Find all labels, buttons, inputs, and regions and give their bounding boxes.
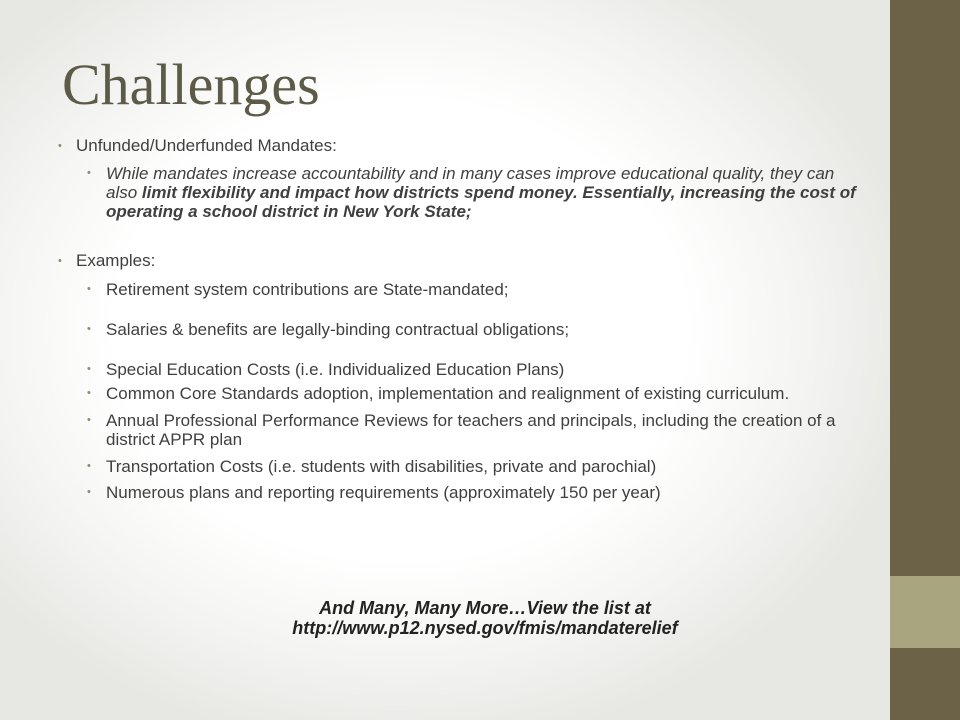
example-item-text: Common Core Standards adoption, implementation and realignment of existing curriculum. <box>106 384 790 403</box>
example-item <box>58 360 858 379</box>
example-item <box>58 483 858 502</box>
example-item-text: Salaries & benefits are legally-binding contractual obligations; <box>106 320 570 339</box>
description-normal-text: While mandates increase accountability and in many cases improve educational quality, they can also <box>106 164 835 202</box>
bullet-marker: • <box>87 323 91 335</box>
example-item <box>58 320 858 339</box>
bullet-marker: • <box>87 486 91 498</box>
slide-title: Challenges <box>62 52 320 117</box>
example-item-text: Annual Professional Performance Reviews for teachers and principals, including the creation of a district APPR plan <box>106 411 836 449</box>
bullet-heading: Examples: <box>76 251 156 270</box>
footer-note <box>160 598 810 638</box>
bullet-unfunded-mandates <box>58 136 858 156</box>
bullet-marker: • <box>87 283 91 295</box>
example-item-text: Transportation Costs (i.e. students with disabilities, private and parochial) <box>106 457 657 476</box>
footer-link[interactable]: http://www.p12.nysed.gov/fmis/mandaterelief <box>292 618 678 638</box>
bullet-heading: Unfunded/Underfunded Mandates: <box>76 136 337 155</box>
example-item-text: Numerous plans and reporting requirements (approximately 150 per year) <box>106 483 661 502</box>
slide-content <box>58 136 858 502</box>
bullet-examples <box>58 251 858 271</box>
example-item <box>58 280 858 299</box>
example-item <box>58 411 858 449</box>
bullet-marker: • <box>87 167 91 179</box>
bullet-marker: • <box>87 460 91 472</box>
example-item-text: Retirement system contributions are State-mandated; <box>106 280 509 299</box>
sidebar-decoration <box>890 0 960 720</box>
bullet-marker: • <box>58 255 62 267</box>
sidebar-block-middle <box>890 576 960 648</box>
bullet-marker: • <box>58 140 62 152</box>
bullet-mandates-description <box>58 164 858 221</box>
description-bold-text: limit flexibility and impact how districts spend money. Essentially, increasing the cost of operating a school district in New York State; <box>106 183 856 221</box>
sidebar-block-bottom <box>890 648 960 720</box>
example-item <box>58 384 858 403</box>
footer-line: And Many, Many More…View the list at <box>319 598 651 618</box>
example-item-text: Special Education Costs (i.e. Individualized Education Plans) <box>106 360 565 379</box>
bullet-marker: • <box>87 363 91 375</box>
example-item <box>58 457 858 476</box>
bullet-marker: • <box>87 387 91 399</box>
bullet-marker: • <box>87 414 91 426</box>
sidebar-block-top <box>890 0 960 576</box>
